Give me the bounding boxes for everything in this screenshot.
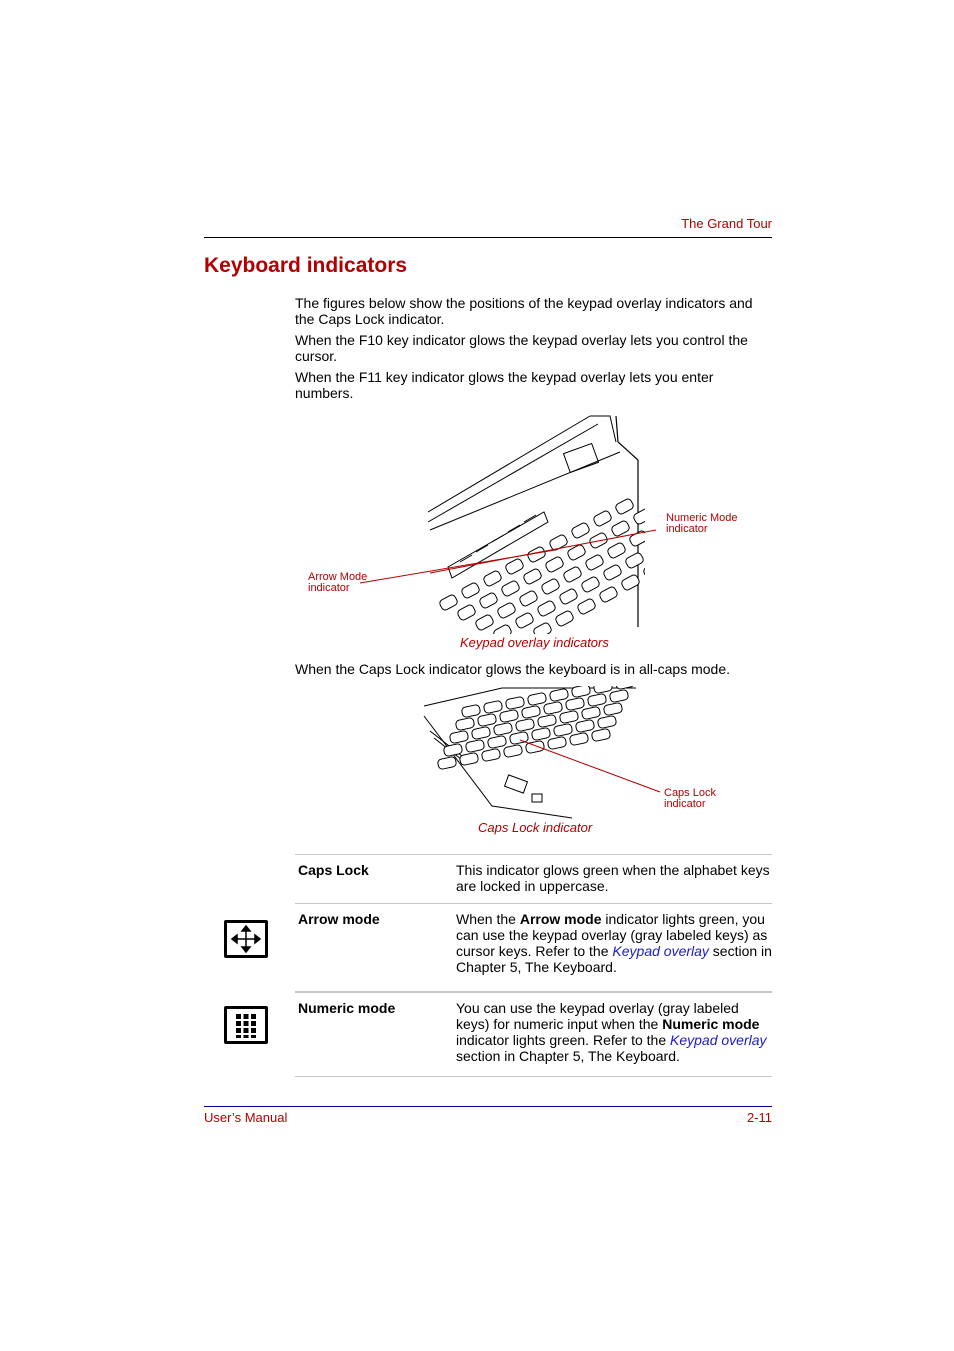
keyboard-key (514, 612, 534, 630)
caps-lock-callout-line1: Caps Lock (664, 787, 716, 799)
keyboard-key (581, 706, 601, 720)
intro-paragraph-1: The figures below show the positions of the keypad overlay indicators and the Caps Lock indicator. (295, 295, 753, 327)
table-row-divider (295, 991, 772, 993)
keyboard-key (543, 701, 563, 715)
keyboard-key (471, 726, 491, 740)
keyboard-key (571, 686, 591, 698)
figure2-callout-line (500, 730, 670, 800)
table-desc-arrow-mode (456, 911, 772, 975)
keypad-overlay-link[interactable]: Keypad overlay (670, 1032, 767, 1048)
keyboard-key (456, 604, 476, 622)
keyboard-key (609, 689, 629, 703)
page-title: Keyboard indicators (204, 254, 408, 277)
table-term-arrow-mode: Arrow mode (298, 911, 380, 927)
keyboard-key (597, 715, 617, 729)
keyboard-key (565, 697, 585, 711)
keyboard-key (455, 717, 475, 731)
footer-page-number: 2-11 (746, 1110, 772, 1125)
keyboard-key (465, 739, 485, 753)
keyboard-key (527, 692, 547, 706)
keyboard-key (459, 752, 479, 766)
keyboard-key (537, 714, 557, 728)
keyboard-key (559, 710, 579, 724)
keyboard-key (437, 756, 457, 770)
keyboard-key (492, 624, 512, 634)
arrow-desc-bold: Arrow mode (519, 911, 602, 927)
footer-manual-title: User’s Manual (204, 1110, 288, 1125)
keyboard-key (477, 713, 497, 727)
numeric-desc-bold: Numeric mode (662, 1016, 760, 1032)
arrow-desc-part1: When the (456, 911, 520, 927)
intro-paragraph-2: When the F10 key indicator glows the keypad overlay lets you control the cursor. (295, 332, 748, 364)
table-row-divider (295, 903, 772, 904)
numeric-mode-icon (224, 1006, 268, 1044)
running-header: The Grand Tour (681, 216, 772, 231)
arrow-mode-callout-line1: Arrow Mode (308, 571, 368, 583)
keyboard-key (532, 622, 552, 634)
keyboard-key (474, 614, 494, 632)
caps-lock-desc-text: This indicator glows green when the alphabet keys are locked in uppercase. (456, 862, 770, 894)
keyboard-key (449, 730, 469, 744)
keyboard-key (505, 696, 525, 710)
arrow-mode-callout-line2: indicator (308, 582, 350, 594)
table-top-rule (295, 854, 772, 855)
keyboard-key (461, 704, 481, 718)
arrow-desc-part2: indicator lights green, you can use the keypad overlay (gray labeled keys) as cursor keys. Refer to the (456, 911, 768, 959)
arrow-mode-callout (308, 572, 367, 594)
arrow-mode-icon (224, 920, 268, 958)
keyboard-key (603, 702, 623, 716)
numeric-desc-part1: You can use the keypad overlay (gray labeled keys) for numeric input when the (456, 1000, 739, 1032)
keyboard-key (593, 686, 613, 694)
keyboard-key (499, 709, 519, 723)
keyboard-key (549, 688, 569, 702)
keyboard-key (554, 610, 574, 628)
numeric-mode-callout-line1: Numeric Mode (666, 512, 738, 524)
keyboard-key (576, 598, 596, 616)
keyboard-key (483, 700, 503, 714)
numeric-mode-callout (666, 513, 738, 535)
footer-divider (204, 1106, 772, 1107)
keypad-overlay-link[interactable]: Keypad overlay (612, 943, 709, 959)
table-term-numeric-mode: Numeric mode (298, 1000, 396, 1016)
numeric-desc-part2: indicator lights green. Refer to the (456, 1032, 671, 1048)
keyboard-key (536, 600, 556, 618)
header-divider (204, 237, 772, 238)
numeric-mode-callout-line2: indicator (666, 523, 708, 535)
table-term-caps-lock: Caps Lock (298, 862, 369, 878)
caps-lock-paragraph: When the Caps Lock indicator glows the keyboard is in all-caps mode. (295, 661, 730, 677)
table-desc-numeric-mode (456, 1000, 772, 1064)
keyboard-key (496, 602, 516, 620)
keyboard-key (521, 705, 541, 719)
figure2-caption: Caps Lock indicator (478, 820, 593, 835)
keyboard-key (587, 693, 607, 707)
numeric-desc-part3: section in Chapter 5, The Keyboard. (456, 1048, 680, 1064)
caps-lock-callout-line2: indicator (664, 798, 706, 810)
arrow-desc-part3: section in Chapter 5, The Keyboard. (456, 943, 772, 975)
intro-paragraph-3: When the F11 key indicator glows the keypad overlay lets you enter numbers. (295, 369, 714, 401)
table-desc-caps-lock (456, 862, 772, 894)
table-bottom-rule (295, 1076, 772, 1077)
keyboard-key (481, 748, 501, 762)
caps-lock-callout (664, 788, 716, 810)
figure1-caption: Keypad overlay indicators (460, 635, 609, 650)
